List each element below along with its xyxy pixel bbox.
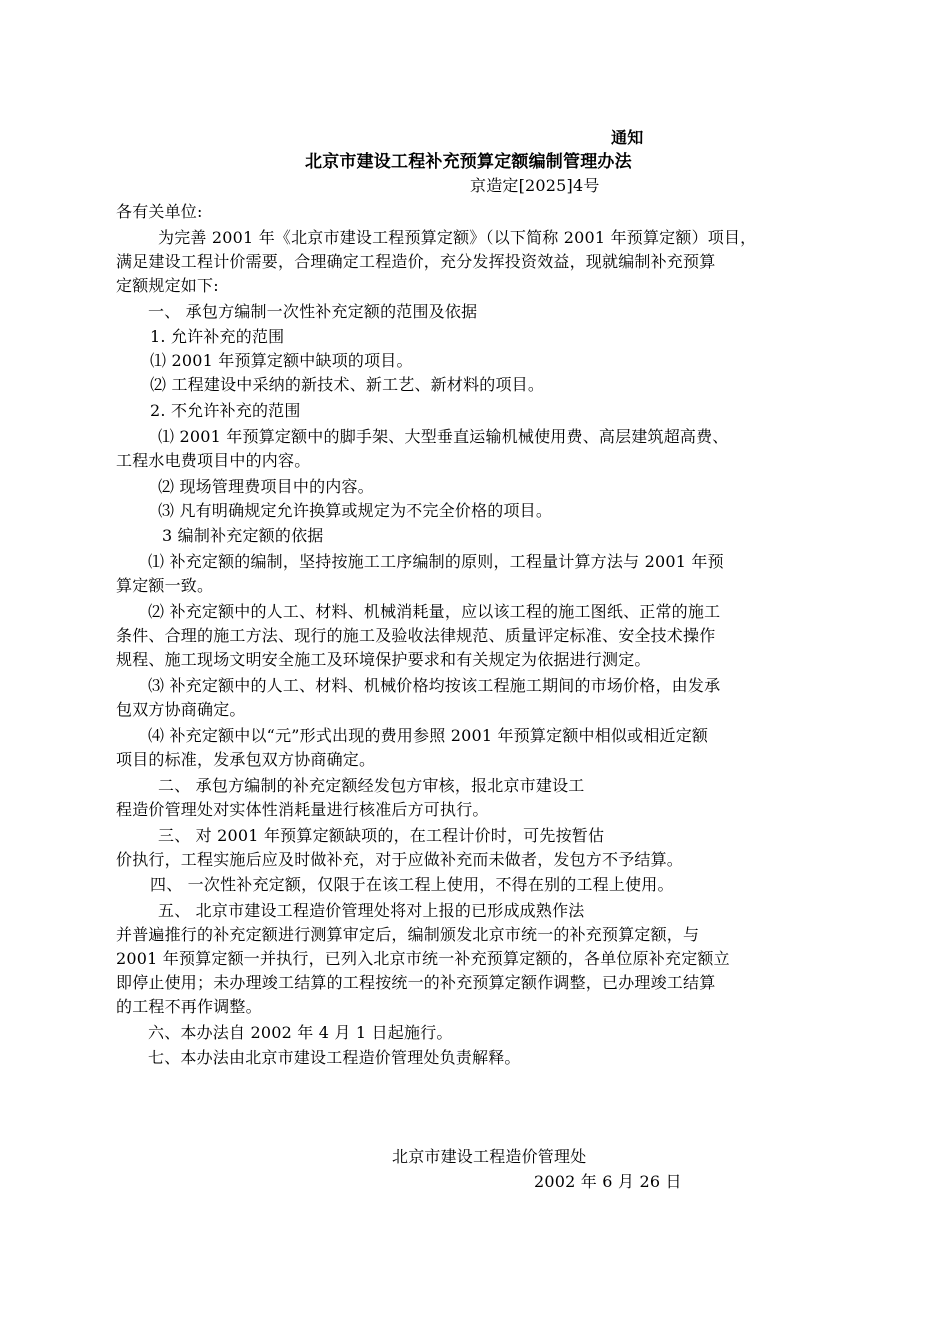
salutation: 各有关单位:: [116, 202, 203, 221]
paragraph-line: 满足建设工程计价需要，合理确定工程造价，充分发挥投资效益，现就编制补充预算: [116, 252, 716, 271]
paragraph-line: 2001 年预算定额一并执行，已列入北京市统一补充预算定额的，各单位原补充定额立: [116, 949, 730, 968]
paragraph-line: 为完善 2001 年《北京市建设工程预算定额》（以下简称 2001 年预算定额）项目，: [158, 228, 757, 247]
document-number: 京造定[2025]4号: [470, 176, 600, 195]
list-item: 规程、施工现场文明安全施工及环境保护要求和有关规定为依据进行测定。: [116, 650, 651, 669]
notice-heading: 通知: [611, 128, 644, 147]
subsection-heading: 1. 允许补充的范围: [150, 327, 285, 346]
list-item: ⑵ 工程建设中采纳的新技术、新工艺、新材料的项目。: [150, 375, 545, 394]
section-heading: 四、 一次性补充定额，仅限于在该工程上使用，不得在别的工程上使用。: [150, 875, 674, 894]
list-item: 项目的标准，发承包双方协商确定。: [116, 750, 376, 769]
list-item: ⑴ 补充定额的编制，坚持按施工工序编制的原则，工程量计算方法与 2001 年预: [148, 552, 724, 571]
document-title: 北京市建设工程补充预算定额编制管理办法: [305, 152, 632, 172]
paragraph-line: 价执行，工程实施后应及时做补充，对于应做补充而未做者，发包方不予结算。: [116, 850, 684, 869]
list-item: ⑶ 凡有明确规定允许换算或规定为不完全价格的项目。: [158, 501, 553, 520]
section-heading: 七、本办法由北京市建设工程造价管理处负责解释。: [148, 1048, 521, 1067]
list-item: ⑷ 补充定额中以“元”形式出现的费用参照 2001 年预算定额中相似或相近定额: [148, 726, 709, 745]
paragraph-line: 并普遍推行的补充定额进行测算审定后，编制颁发北京市统一的补充预算定额，与: [116, 925, 700, 944]
section-heading: 三、 对 2001 年预算定额缺项的，在工程计价时，可先按暂估: [158, 826, 605, 845]
paragraph-line: 的工程不再作调整。: [116, 997, 262, 1016]
subsection-heading: 3 编制补充定额的依据: [162, 526, 324, 545]
subsection-heading: 2. 不允许补充的范围: [150, 401, 301, 420]
list-item: 条件、合理的施工方法、现行的施工及验收法律规范、质量评定标准、安全技术操作: [116, 626, 716, 645]
section-heading: 一、 承包方编制一次性补充定额的范围及依据: [148, 302, 478, 321]
section-heading: 五、 北京市建设工程造价管理处将对上报的已形成成熟作法: [158, 901, 585, 920]
list-item: ⑴ 2001 年预算定额中缺项的项目。: [150, 351, 413, 370]
section-heading: 二、 承包方编制的补充定额经发包方审核，报北京市建设工: [158, 776, 585, 795]
paragraph-line: 程造价管理处对实体性消耗量进行核准后方可执行。: [116, 800, 489, 819]
list-item: 算定额一致。: [116, 576, 214, 595]
paragraph-line: 定额规定如下:: [116, 276, 219, 295]
issuer-signature: 北京市建设工程造价管理处: [392, 1147, 587, 1166]
paragraph-line: 即停止使用；未办理竣工结算的工程按统一的补充预算定额作调整，已办理竣工结算: [116, 973, 716, 992]
list-item: 工程水电费项目中的内容。: [116, 451, 311, 470]
list-item: ⑵ 现场管理费项目中的内容。: [158, 477, 374, 496]
list-item: ⑴ 2001 年预算定额中的脚手架、大型垂直运输机械使用费、高层建筑超高费、: [158, 427, 729, 446]
section-heading: 六、本办法自 2002 年 4 月 1 日起施行。: [148, 1023, 453, 1042]
list-item: 包双方协商确定。: [116, 700, 246, 719]
list-item: ⑶ 补充定额中的人工、材料、机械价格均按该工程施工期间的市场价格，由发承: [148, 676, 721, 695]
issue-date: 2002 年 6 月 26 日: [534, 1172, 682, 1191]
list-item: ⑵ 补充定额中的人工、材料、机械消耗量，应以该工程的施工图纸、正常的施工: [148, 602, 721, 621]
